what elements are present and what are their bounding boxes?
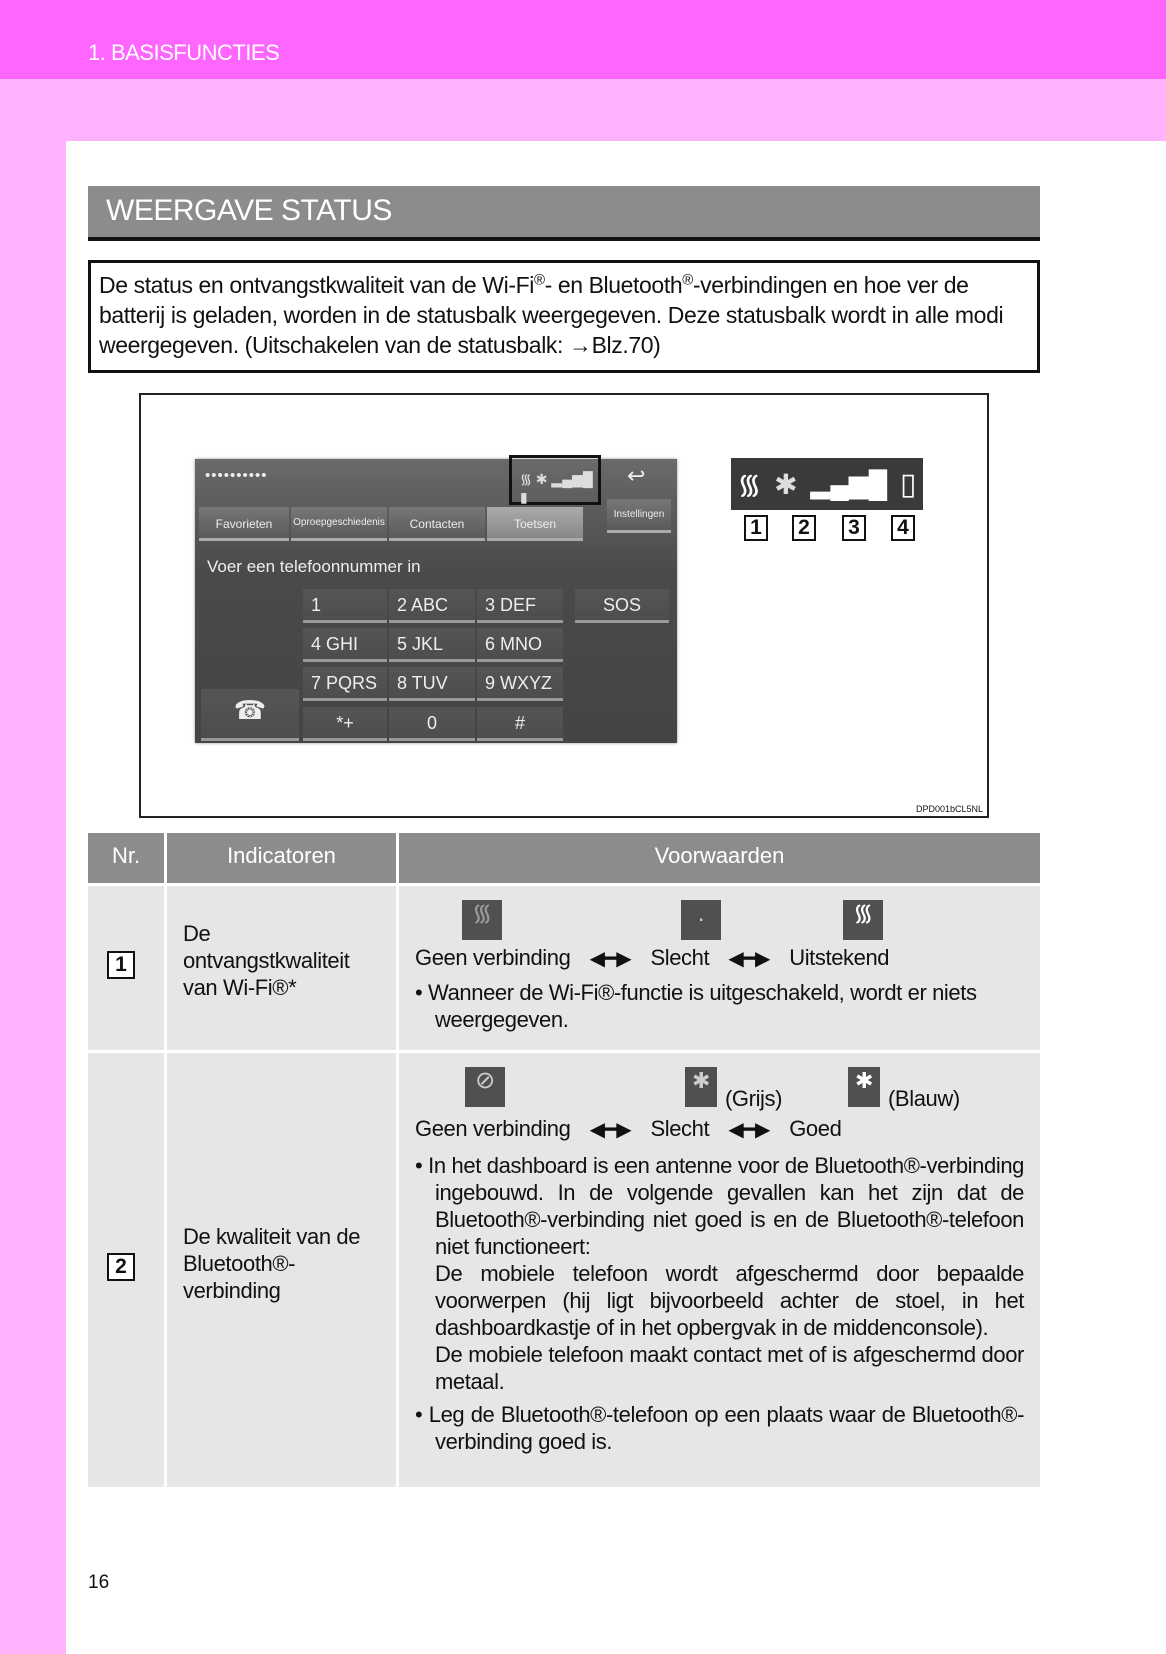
tab-oproepgeschiedenis[interactable]: Oproepgeschiedenis [291,507,387,541]
intro-text: -verbindingen en hoe ver de batterij is geladen, worden in de statusbalk weergegeven. Deze statusbalk wordt in alle modi weergegeven. (Uitschakelen van de statusbalk: →Blz.70) [99,272,1004,358]
row1-conditions: ᯾ . ᯾ Geen verbinding ◀━▶ Slecht ◀━▶ Uitstekend • Wanneer de Wi-Fi®-functie is uitgeschakeld, wordt er niets weergegeven. [399,886,1040,1050]
double-arrow-icon: ◀━▶ [589,1119,632,1141]
bluetooth-icon: ✱ [774,468,798,500]
section-header [0,0,1166,79]
state-label: Geen verbinding [415,945,571,970]
number-box: 1 [107,951,135,979]
section-title: 1. BASISFUNCTIES [88,40,280,65]
key-1[interactable]: 1 [303,589,387,623]
signal-icon: ▂▄▆█ [810,468,888,499]
number-input[interactable]: Voer een telefoonnummer in [207,557,421,576]
key-4[interactable]: 4 GHI [303,628,387,662]
key-2[interactable]: 2 ABC [389,589,475,623]
key-5[interactable]: 5 JKL [389,628,475,662]
wifi-icon: ᯾ [737,469,762,500]
key-7[interactable]: 7 PQRS [303,667,387,701]
back-icon[interactable]: ↩ [627,463,646,488]
grey-note: (Grijs) [725,1086,783,1111]
double-arrow-icon: ◀━▶ [728,948,770,970]
state-label: Geen verbinding [415,1116,571,1141]
sub-text: De mobiele telefoon maakt contact met of is afgeschermd door metaal. [435,1342,1024,1394]
figure-code: DPD001bCL5NL [915,804,983,814]
row2-conditions: ⊘ ✱ (Grijs) ✱ (Blauw) Geen verbinding ◀━▶ Slecht ◀━▶ Goed • In het dashboard is een antenne voor de Bluetooth®-verbinding ingebouwd. In de volgende gevallen kan het zijn dat de Bluetooth®-verbinding niet goed is en de Bluetooth®-telefoon niet functioneert: De mobiele telefoon wordt afgeschermd door bepaalde voorwerpen (hij ligt bijvoorbeeld achter de stoel, in het dashboardkastje of in het opbergvak in de middenconsole). De mobiele telefoon maakt contact met of is afgeschermd door metaal. • Leg de Bluetooth®-telefoon op een plaats waar de Bluetooth®-verbinding goed is. [399,1053,1040,1487]
phone-screen [195,459,677,743]
page-title: WEERGAVE STATUS [106,194,392,227]
row2-indicator: De kwaliteit van de Bluetooth®-verbinding [167,1053,396,1487]
row2-nr [88,1053,164,1487]
blue-note: (Blauw) [888,1086,960,1111]
row1-indicator: De ontvangstkwaliteit van Wi-Fi®* [167,886,396,1050]
state-label: Uitstekend [789,945,890,970]
intro-text: - en Bluetooth [544,272,683,298]
key-8[interactable]: 8 TUV [389,667,475,701]
tab-instellingen[interactable]: Instellingen [607,499,671,533]
figure [139,393,989,818]
battery-icon: ▯ [900,467,917,501]
key-hash[interactable]: # [477,707,563,741]
wifi-none-icon: ᯾ [462,900,502,940]
intro-box [88,260,1040,373]
key-3[interactable]: 3 DEF [477,589,563,623]
bluetooth-blue-icon: ✱ [848,1067,880,1107]
callout-1: 1 [744,515,768,541]
tab-contacten[interactable]: Contacten [389,507,485,541]
state-label: Slecht [650,1116,710,1141]
bullet-text: Leg de Bluetooth®-telefoon op een plaats waar de Bluetooth®-verbinding goed is. [428,1402,1024,1454]
status-icons: ᯾ ✱ ▂▄▆█ ▮ [520,471,593,505]
status-bar-enlarged [731,458,923,510]
wifi-weak-icon: . [681,900,721,940]
callout-2: 2 [792,515,816,541]
key-6[interactable]: 6 MNO [477,628,563,662]
bullet-text: Wanneer de Wi-Fi®-functie is uitgeschakeld, wordt er niets weergegeven. [428,980,977,1032]
page-number: 16 [88,1572,110,1593]
wifi-excellent-icon: ᯾ [843,900,883,940]
phone-disconnected-icon: ⊘ [465,1067,505,1107]
key-0[interactable]: 0 [389,707,475,741]
reg-mark: ® [533,271,545,289]
device-name: •••••••••• [205,467,268,484]
key-9[interactable]: 9 WXYZ [477,667,563,701]
number-box: 2 [107,1253,135,1281]
page-title-bar [88,186,1040,241]
tab-toetsen[interactable]: Toetsen [487,507,583,541]
status-bar-highlight [509,455,601,505]
key-sos[interactable]: SOS [575,589,669,623]
header-indicatoren: Indicatoren [167,833,396,883]
sub-text: De mobiele telefoon wordt afgeschermd door bepaalde voorwerpen (hij ligt bijvoorbeeld achter de stoel, in het dashboardkastje of in het opbergvak in de middenconsole). [435,1261,1024,1340]
header-voorwaarden: Voorwaarden [399,833,1040,883]
row1-nr [88,886,164,1050]
callout-3: 3 [842,515,866,541]
key-star[interactable]: *+ [303,707,387,741]
bullet-text: In het dashboard is een antenne voor de Bluetooth®-verbinding ingebouwd. In de volgende gevallen kan het zijn dat de Bluetooth®-verbinding niet goed is en de Bluetooth®-telefoon niet functioneert: [428,1153,1024,1259]
double-arrow-icon: ◀━▶ [589,948,632,970]
intro-text: De status en ontvangstkwaliteit van de Wi-Fi [99,272,534,298]
callout-4: 4 [891,515,915,541]
state-label: Slecht [650,945,710,970]
reg-mark: ® [682,271,693,289]
tab-favorieten[interactable]: Favorieten [199,507,289,541]
header-nr: Nr. [88,833,164,883]
double-arrow-icon: ◀━▶ [728,1119,770,1141]
hangup-icon[interactable]: ☎ [201,689,299,741]
state-label: Goed [789,1116,842,1141]
bluetooth-grey-icon: ✱ [685,1067,717,1107]
